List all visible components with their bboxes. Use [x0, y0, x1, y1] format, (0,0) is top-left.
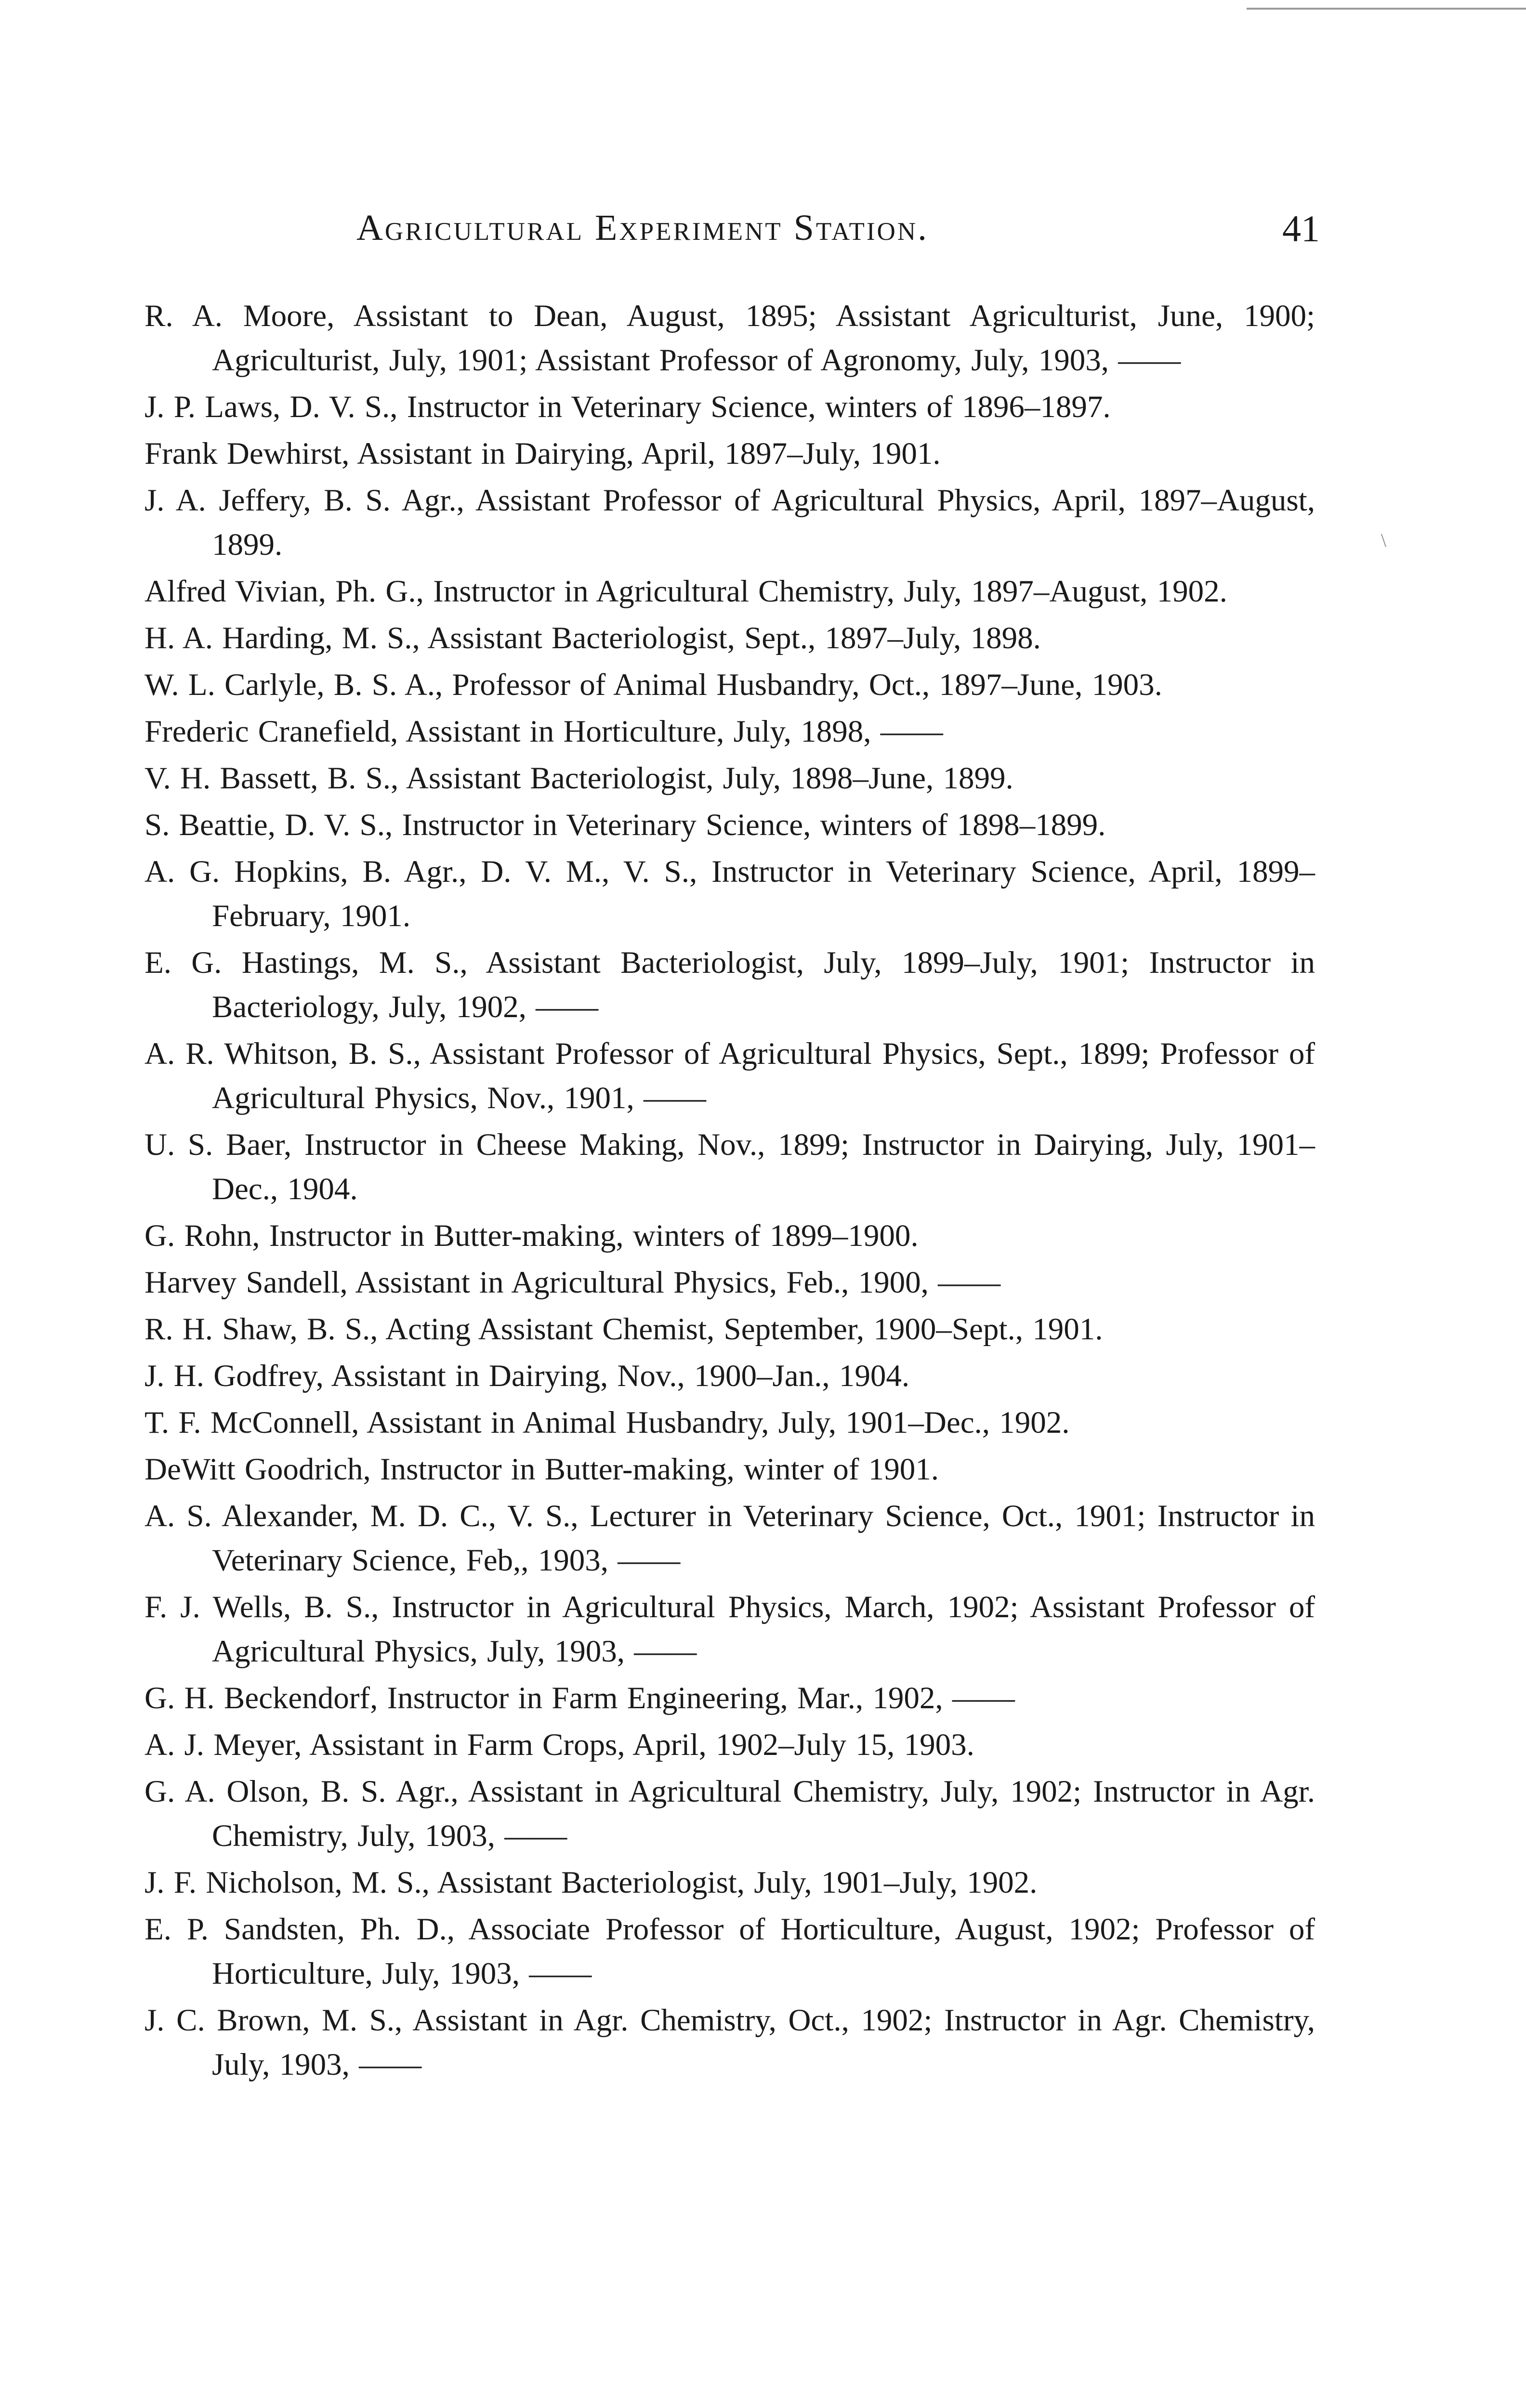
staff-entry: E. P. Sandsten, Ph. D., Associate Professor of Horticulture, August, 1902; Professor of Horticulture, July, 1903, —— [145, 1912, 1315, 1991]
staff-list [145, 294, 1315, 2089]
staff-entry: E. G. Hastings, M. S., Assistant Bacteriologist, July, 1899–July, 1901; Instructor in Bacteriology, July, 1902, —— [145, 945, 1315, 1024]
page-header [356, 207, 1320, 260]
staff-entry: A. G. Hopkins, B. Agr., D. V. M., V. S., Instructor in Veterinary Science, April, 1899–February, 1901. [145, 854, 1315, 933]
running-title: Agricultural Experiment Station. [356, 208, 929, 248]
staff-entry: W. L. Carlyle, B. S. A., Professor of Animal Husbandry, Oct., 1897–June, 1903. [145, 667, 1162, 702]
staff-entry: J. F. Nicholson, M. S., Assistant Bacteriologist, July, 1901–July, 1902. [145, 1865, 1038, 1900]
staff-entry: T. F. McConnell, Assistant in Animal Husbandry, July, 1901–Dec., 1902. [145, 1405, 1070, 1440]
page-number: 41 [1282, 208, 1320, 249]
staff-entry: A. R. Whitson, B. S., Assistant Professor of Agricultural Physics, Sept., 1899; Professor of Agricultural Physics, Nov., 1901, —— [145, 1036, 1315, 1115]
staff-entry: F. J. Wells, B. S., Instructor in Agricultural Physics, March, 1902; Assistant Professor of Agricultural Physics, July, 1903, —— [145, 1590, 1315, 1669]
staff-entry: S. Beattie, D. V. S., Instructor in Veterinary Science, winters of 1898–1899. [145, 808, 1106, 842]
staff-entry: V. H. Bassett, B. S., Assistant Bacteriologist, July, 1898–June, 1899. [145, 761, 1013, 796]
staff-entry: J. H. Godfrey, Assistant in Dairying, Nov., 1900–Jan., 1904. [145, 1359, 910, 1393]
staff-entry: H. A. Harding, M. S., Assistant Bacteriologist, Sept., 1897–July, 1898. [145, 621, 1041, 655]
staff-entry: U. S. Baer, Instructor in Cheese Making, Nov., 1899; Instructor in Dairying, July, 1901–Dec., 1904. [145, 1127, 1315, 1206]
staff-entry: J. A. Jeffery, B. S. Agr., Assistant Professor of Agricultural Physics, April, 1897–August, 1899. [145, 483, 1315, 562]
staff-entry: Frank Dewhirst, Assistant in Dairying, April, 1897–July, 1901. [145, 436, 941, 471]
staff-entry: Frederic Cranefield, Assistant in Horticulture, July, 1898, —— [145, 714, 943, 749]
staff-entry: J. P. Laws, D. V. S., Instructor in Veterinary Science, winters of 1896–1897. [145, 390, 1111, 424]
staff-entry: A. J. Meyer, Assistant in Farm Crops, April, 1902–July 15, 1903. [145, 1727, 974, 1762]
staff-entry: G. H. Beckendorf, Instructor in Farm Engineering, Mar., 1902, —— [145, 1681, 1015, 1715]
staff-entry: R. A. Moore, Assistant to Dean, August, 1895; Assistant Agriculturist, June, 1900; Agriculturist, July, 1901; Assistant Professor of Agronomy, July, 1903, —— [145, 299, 1315, 378]
staff-entry: Harvey Sandell, Assistant in Agricultural Physics, Feb., 1900, —— [145, 1265, 1001, 1300]
staff-entry: J. C. Brown, M. S., Assistant in Agr. Chemistry, Oct., 1902; Instructor in Agr. Chemistry, July, 1903, —— [145, 2003, 1315, 2082]
staff-entry: DeWitt Goodrich, Instructor in Butter-making, winter of 1901. [145, 1452, 939, 1487]
staff-entry: Alfred Vivian, Ph. G., Instructor in Agricultural Chemistry, July, 1897–August, 1902. [145, 574, 1227, 609]
staff-entry: G. A. Olson, B. S. Agr., Assistant in Agricultural Chemistry, July, 1902; Instructor in Agr. Chemistry, July, 1903, —— [145, 1774, 1315, 1853]
staff-entry: R. H. Shaw, B. S., Acting Assistant Chemist, September, 1900–Sept., 1901. [145, 1312, 1103, 1347]
staff-entry: A. S. Alexander, M. D. C., V. S., Lecturer in Veterinary Science, Oct., 1901; Instructor in Veterinary Science, Feb,, 1903, —— [145, 1499, 1315, 1578]
margin-mark: \ [1381, 529, 1386, 551]
staff-entry: G. Rohn, Instructor in Butter-making, winters of 1899–1900. [145, 1218, 919, 1253]
scan-edge-line [1247, 8, 1526, 10]
